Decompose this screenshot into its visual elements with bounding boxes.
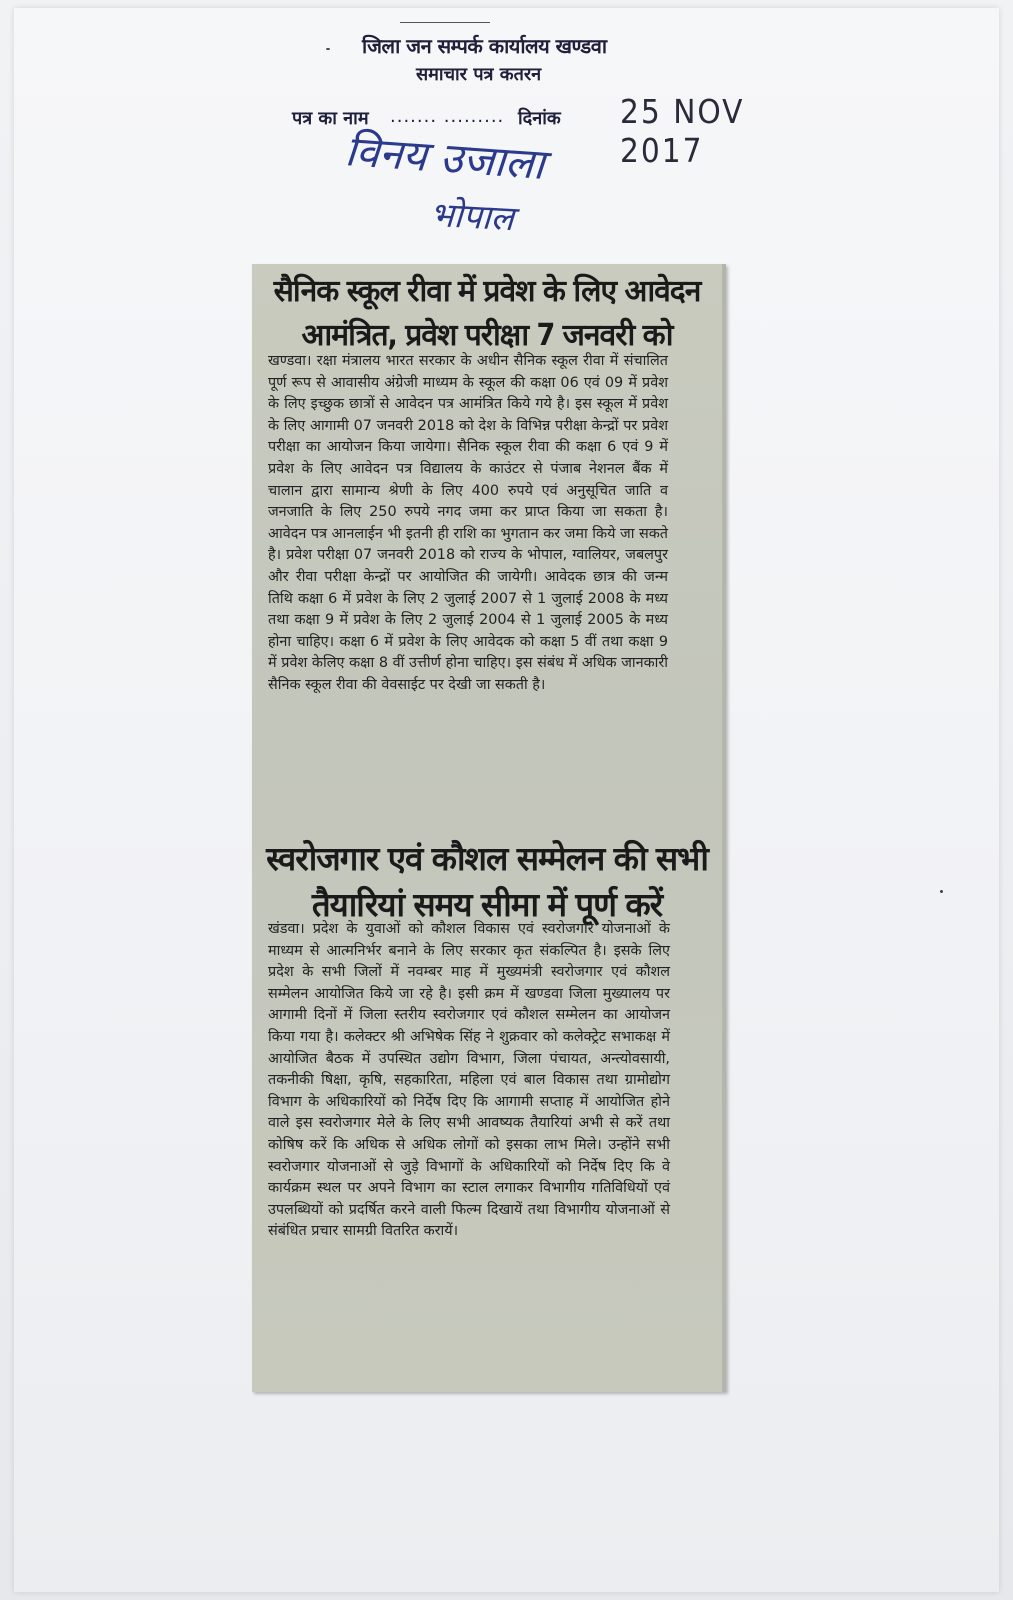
paper-speck bbox=[326, 48, 330, 50]
stamp-section: समाचार पत्र कतरन bbox=[416, 64, 542, 85]
handwritten-newspaper-name: विनय उजाला bbox=[343, 126, 547, 189]
stamp-rule bbox=[400, 22, 490, 23]
article2-headline: स्वरोजगार एवं कौशल सम्मेलन की सभी तैयारियां समय सीमा में पूर्ण करें bbox=[266, 839, 708, 924]
paper-name-label: पत्र का नाम bbox=[292, 108, 369, 129]
article1-headline: सैनिक स्कूल रीवा में प्रवेश के लिए आवेदन आमंत्रित, प्रवेश परीक्षा 7 जनवरी को bbox=[273, 274, 701, 353]
article2-body: खंडवा। प्रदेश के युवाओं को कौशल विकास एवं स्वरोजगार योजनाओं के माध्यम से आत्मनिर्भर बनाने के लिए सरकार कृत संकल्पित है। इसके लिए प्रदेश के सभी जिलों में नवम्बर माह में मुख्यमंत्री स्वरोजगार एवं कौशल सम्मेलन आयोजित किये जा रहे है। इसी क्रम में खण्डवा जिला मुख्यालय पर आगामी दिनों में जिला स्तरीय स्वरोजगार एवं कौशल सम्मेलन का आयोजन किया गया है। कलेक्टर श्री अभिषेक सिंह ने शुक्रवार को कलेक्ट्रेट सभाकक्ष में आयोजित बैठक में उपस्थित उद्योग विभाग, जिला पंचायत, अन्त्योवसायी, तकनीकी षिक्षा, कृषि, सहकारिता, महिला एवं बाल विकास तथा ग्रामोद्योग विभाग के अधिकारियों को निर्देष दिए कि आगामी सप्ताह में आयोजित होने वाले इस स्वरोजगार मेले के लिए सभी आवष्यक तैयारियां अभी से करें तथा कोषिष करें कि अधिक से अधिक लोगों को इसका लाभ मिले। उन्होंने सभी स्वरोजगार योजनाओं से जुड़े विभागों के अधिकारियों को निर्देष दिए कि वे कार्यक्रम स्थल पर अपने विभाग का स्टाल लगाकर विभागीय गतिविधियों एवं उपलब्धियों को प्रदर्षित करने वाली फिल्म दिखायें तथा विभागीय योजनाओं से संबंधित प्रचार सामग्री वितरित करायें। bbox=[268, 921, 670, 1240]
handwritten-city: भोपाल bbox=[428, 194, 515, 240]
paper-speck bbox=[940, 890, 943, 893]
date-stamp: 25 NOV 2017 bbox=[620, 92, 745, 170]
newspaper-clipping bbox=[252, 264, 726, 1392]
stamp-office-name: जिला जन सम्पर्क कार्यालय खण्डवा bbox=[362, 34, 607, 58]
article1-body: खण्डवा। रक्षा मंत्रालय भारत सरकार के अधीन सैनिक स्कूल रीवा में संचालित पूर्ण रूप से आवासीय अंग्रेजी माध्यम के स्कूल की कक्षा 06 एवं 09 में प्रवेश के लिए इच्छुक छात्रों से आवेदन पत्र आमंत्रित किये गये है। इस स्कूल में प्रवेश के लिए आगामी 07 जनवरी 2018 को देश के विभिन्न परीक्षा केन्द्रों पर प्रवेश परीक्षा का आयोजन किया जायेगा। सैनिक स्कूल रीवा की कक्षा 6 एवं 9 में प्रवेश के लिए आवेदन पत्र विद्यालय के काउंटर से पंजाब नेशनल बैंक में चालान द्वारा सामान्य श्रेणी के लिए 400 रुपये एवं अनुसूचित जाति व जनजाति के लिए 250 रुपये नगद जमा कर प्राप्त किया जा सकता है। आवेदन पत्र आनलाईन भी इतनी ही राशि का भुगतान कर जमा किये जा सकते है। प्रवेश परीक्षा 07 जनवरी 2018 को राज्य के भोपाल, ग्वालियर, जबलपुर और रीवा परीक्षा केन्द्रों पर आयोजित की जायेगी। आवेदक छात्र की जन्म तिथि कक्षा 6 में प्रवेश के लिए 2 जुलाई 2007 से 1 जुलाई 2008 के मध्य तथा कक्षा 9 में प्रवेश के लिए 2 जुलाई 2004 से 1 जुलाई 2005 के मध्य होना चाहिए। कक्षा 6 में प्रवेश के लिए आवेदक को कक्षा 5 वीं तथा कक्षा 9 में प्रवेश केलिए कक्षा 8 वीं उत्तीर्ण होना चाहिए। इस संबंध में अधिक जानकारी सैनिक स्कूल रीवा की वेवसाईट पर देखी जा सकती है। bbox=[268, 353, 668, 693]
paper-name-dots: ....... ......... bbox=[390, 106, 505, 127]
date-label: दिनांक bbox=[518, 108, 561, 129]
